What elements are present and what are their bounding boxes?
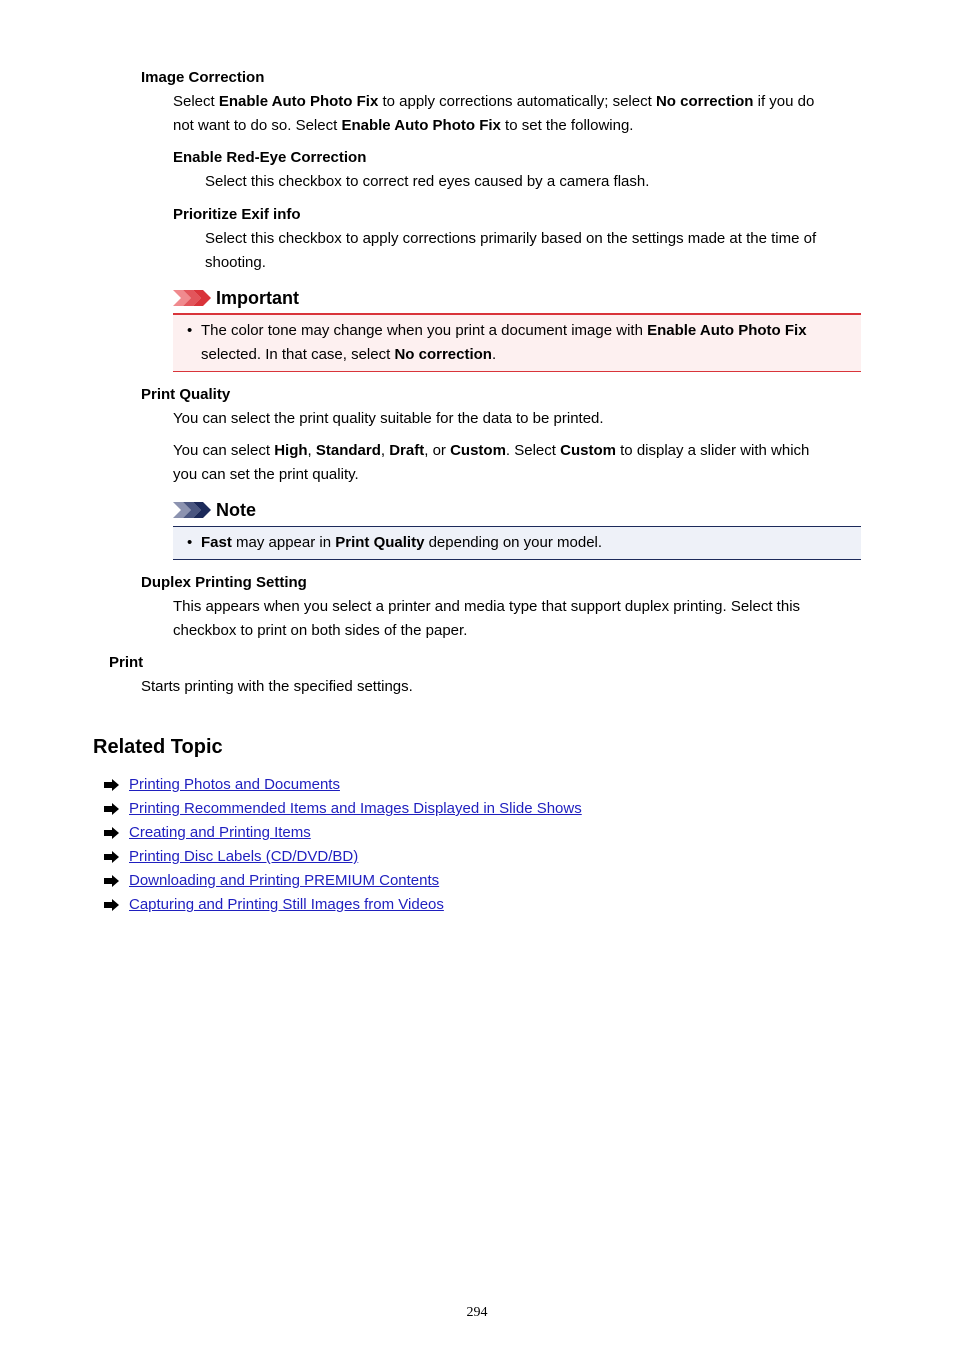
note-bullet: • [187, 534, 193, 551]
note-box [173, 526, 861, 560]
print-quality-p2-line1: You can select High, Standard, Draft, or Custom. Select Custom to display a slider with which [173, 442, 810, 459]
print-heading: Print [109, 654, 144, 671]
duplex-heading: Duplex Printing Setting [141, 574, 307, 591]
image-correction-line1: Select Enable Auto Photo Fix to apply corrections automatically; select No correction if you do [173, 93, 815, 110]
related-link-creating-items[interactable]: Creating and Printing Items [129, 824, 311, 841]
note-line1: Fast may appear in Print Quality depending on your model. [201, 534, 603, 551]
important-line2: selected. In that case, select No correction. [201, 346, 497, 363]
note-title: Note [216, 500, 256, 520]
print-quality-p1: You can select the print quality suitable for the data to be printed. [173, 410, 604, 427]
related-link-disc-labels[interactable]: Printing Disc Labels (CD/DVD/BD) [129, 848, 359, 865]
image-correction-line2: not want to do so. Select Enable Auto Photo Fix to set the following. [173, 117, 634, 134]
right-arrow-icon [104, 803, 120, 815]
page-number: 294 [466, 1305, 488, 1320]
right-arrow-icon [104, 899, 120, 911]
related-link-recommended-items[interactable]: Printing Recommended Items and Images Displayed in Slide Shows [129, 800, 582, 817]
right-arrow-icon [104, 851, 120, 863]
exif-heading: Prioritize Exif info [173, 206, 301, 223]
right-arrow-icon [104, 875, 120, 887]
triple-chevron-navy-icon [173, 502, 213, 518]
related-topic-heading: Related Topic [93, 736, 223, 758]
duplex-line1: This appears when you select a printer and media type that support duplex printing. Select this [173, 598, 801, 615]
print-text: Starts printing with the specified settings. [141, 678, 413, 695]
duplex-line2: checkbox to print on both sides of the paper. [173, 622, 468, 639]
related-link-premium-contents[interactable]: Downloading and Printing PREMIUM Contents [129, 872, 440, 889]
important-bullet: • [187, 322, 193, 339]
right-arrow-icon [104, 827, 120, 839]
exif-line1: Select this checkbox to apply corrections primarily based on the settings made at the time of [205, 230, 817, 247]
important-box [173, 313, 861, 372]
red-eye-text: Select this checkbox to correct red eyes caused by a camera flash. [205, 173, 650, 190]
triple-chevron-red-icon [173, 290, 213, 306]
right-arrow-icon [104, 779, 120, 791]
related-link-printing-photos[interactable]: Printing Photos and Documents [129, 776, 340, 793]
important-line1: The color tone may change when you print a document image with Enable Auto Photo Fix [201, 322, 807, 339]
exif-line2: shooting. [205, 254, 266, 271]
print-quality-heading: Print Quality [141, 386, 231, 403]
print-quality-p2-line2: you can set the print quality. [173, 466, 359, 483]
related-link-still-images[interactable]: Capturing and Printing Still Images from Videos [129, 896, 444, 913]
image-correction-heading: Image Correction [141, 69, 265, 86]
red-eye-heading: Enable Red-Eye Correction [173, 149, 367, 166]
important-title: Important [216, 288, 299, 308]
